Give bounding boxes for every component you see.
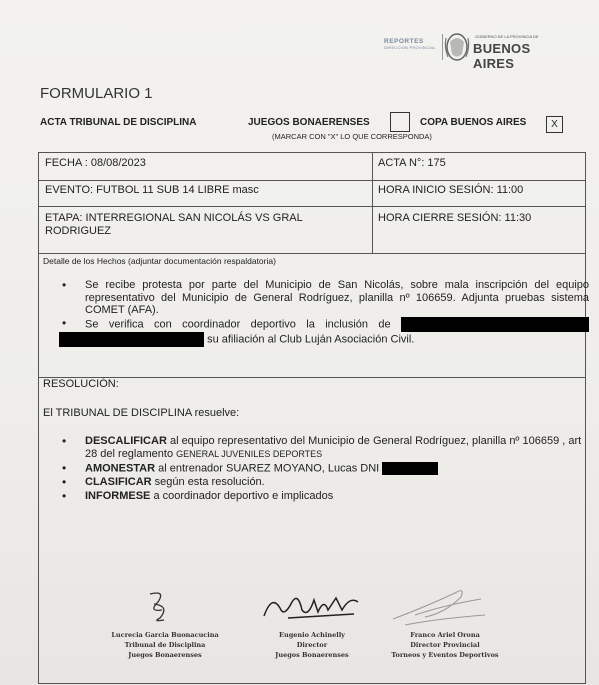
resolucion-item: • DESCALIFICAR al equipo representativo del Municipio de General Rodríguez, planilla nº 106659 , art 28 del reglamento GENERAL JUVENILES DEPORTES [59,435,589,461]
redaction-block [382,462,438,475]
resolucion-item: • AMONESTAR al entrenador SUAREZ MOYANO, Lucas DNI [59,462,589,475]
detalle-item: • Se recibe protesta por parte del Municipio de San Nicolás, sobre mala inscripción del equipo representativo del Municipio de General Rodríguez, planilla nº 106659. Adjunta pruebas sistema COMET (AFA). [59,279,589,317]
resolucion-item: • CLASIFICAR según esta resolución. [59,476,589,489]
signature-2-icon [258,588,368,626]
resolucion-intro: El TRIBUNAL DE DISCIPLINA resuelve: [43,407,240,419]
fecha-field: FECHA : 08/08/2023 [45,157,146,169]
etapa-field: ETAPA: INTERREGIONAL SAN NICOLÁS VS GRAL RODRIGUEZ [45,212,303,237]
signature-block-1: Lucrecia Garcia Buonacucina Tribunal de Disciplina Juegos Bonaerenses [111,631,219,659]
detalle-item: • Se verifica con coordinador deportivo la inclusión de su afiliación al Club Luján Asociación Civil. [59,317,589,347]
redaction-block [401,317,589,332]
hora-cierre: HORA CIERRE SESIÓN: 11:30 [378,212,532,224]
form-title: FORMULARIO 1 [40,85,153,102]
marcar-note: (MARCAR CON "X" LO QUE CORRESPONDA) [272,132,432,141]
buenos-aires-logo: REPORTES DIRECCION PROVINCIAL GOBIERNO DE LA PROVINCIA DE BUENOS AIRES [376,24,562,70]
resolucion-header: RESOLUCIÓN: [43,378,119,390]
resolucion-item: • INFORMESE a coordinador deportivo e implicados [59,490,589,503]
hora-inicio: HORA INICIO SESIÓN: 11:00 [378,184,524,196]
detalle-label: Detalle de los Hechos (adjuntar documentación respaldatoria) [43,256,276,266]
evento-field: EVENTO: FUTBOL 11 SUB 14 LIBRE masc [45,184,259,196]
detalle-list [59,279,589,347]
copa-label: COPA BUENOS AIRES [420,117,527,128]
provincial-crest-icon [442,30,472,64]
resolucion-list [59,435,589,504]
copa-checkbox[interactable]: X [546,116,563,133]
signature-block-3: Franco Ariel Orona Director Provincial Torneos y Eventos Deportivos [391,631,499,659]
juegos-checkbox[interactable] [390,112,410,132]
redaction-block [59,332,204,347]
signature-1-icon [140,588,180,624]
acta-number: ACTA N°: 175 [378,157,446,169]
signature-3-icon [385,585,495,629]
juegos-label: JUEGOS BONAERENSES [248,117,370,128]
acta-title: ACTA TRIBUNAL DE DISCIPLINA [40,117,197,128]
signature-block-2: Eugenio Achinelly Director Juegos Bonaerenses [275,631,349,659]
